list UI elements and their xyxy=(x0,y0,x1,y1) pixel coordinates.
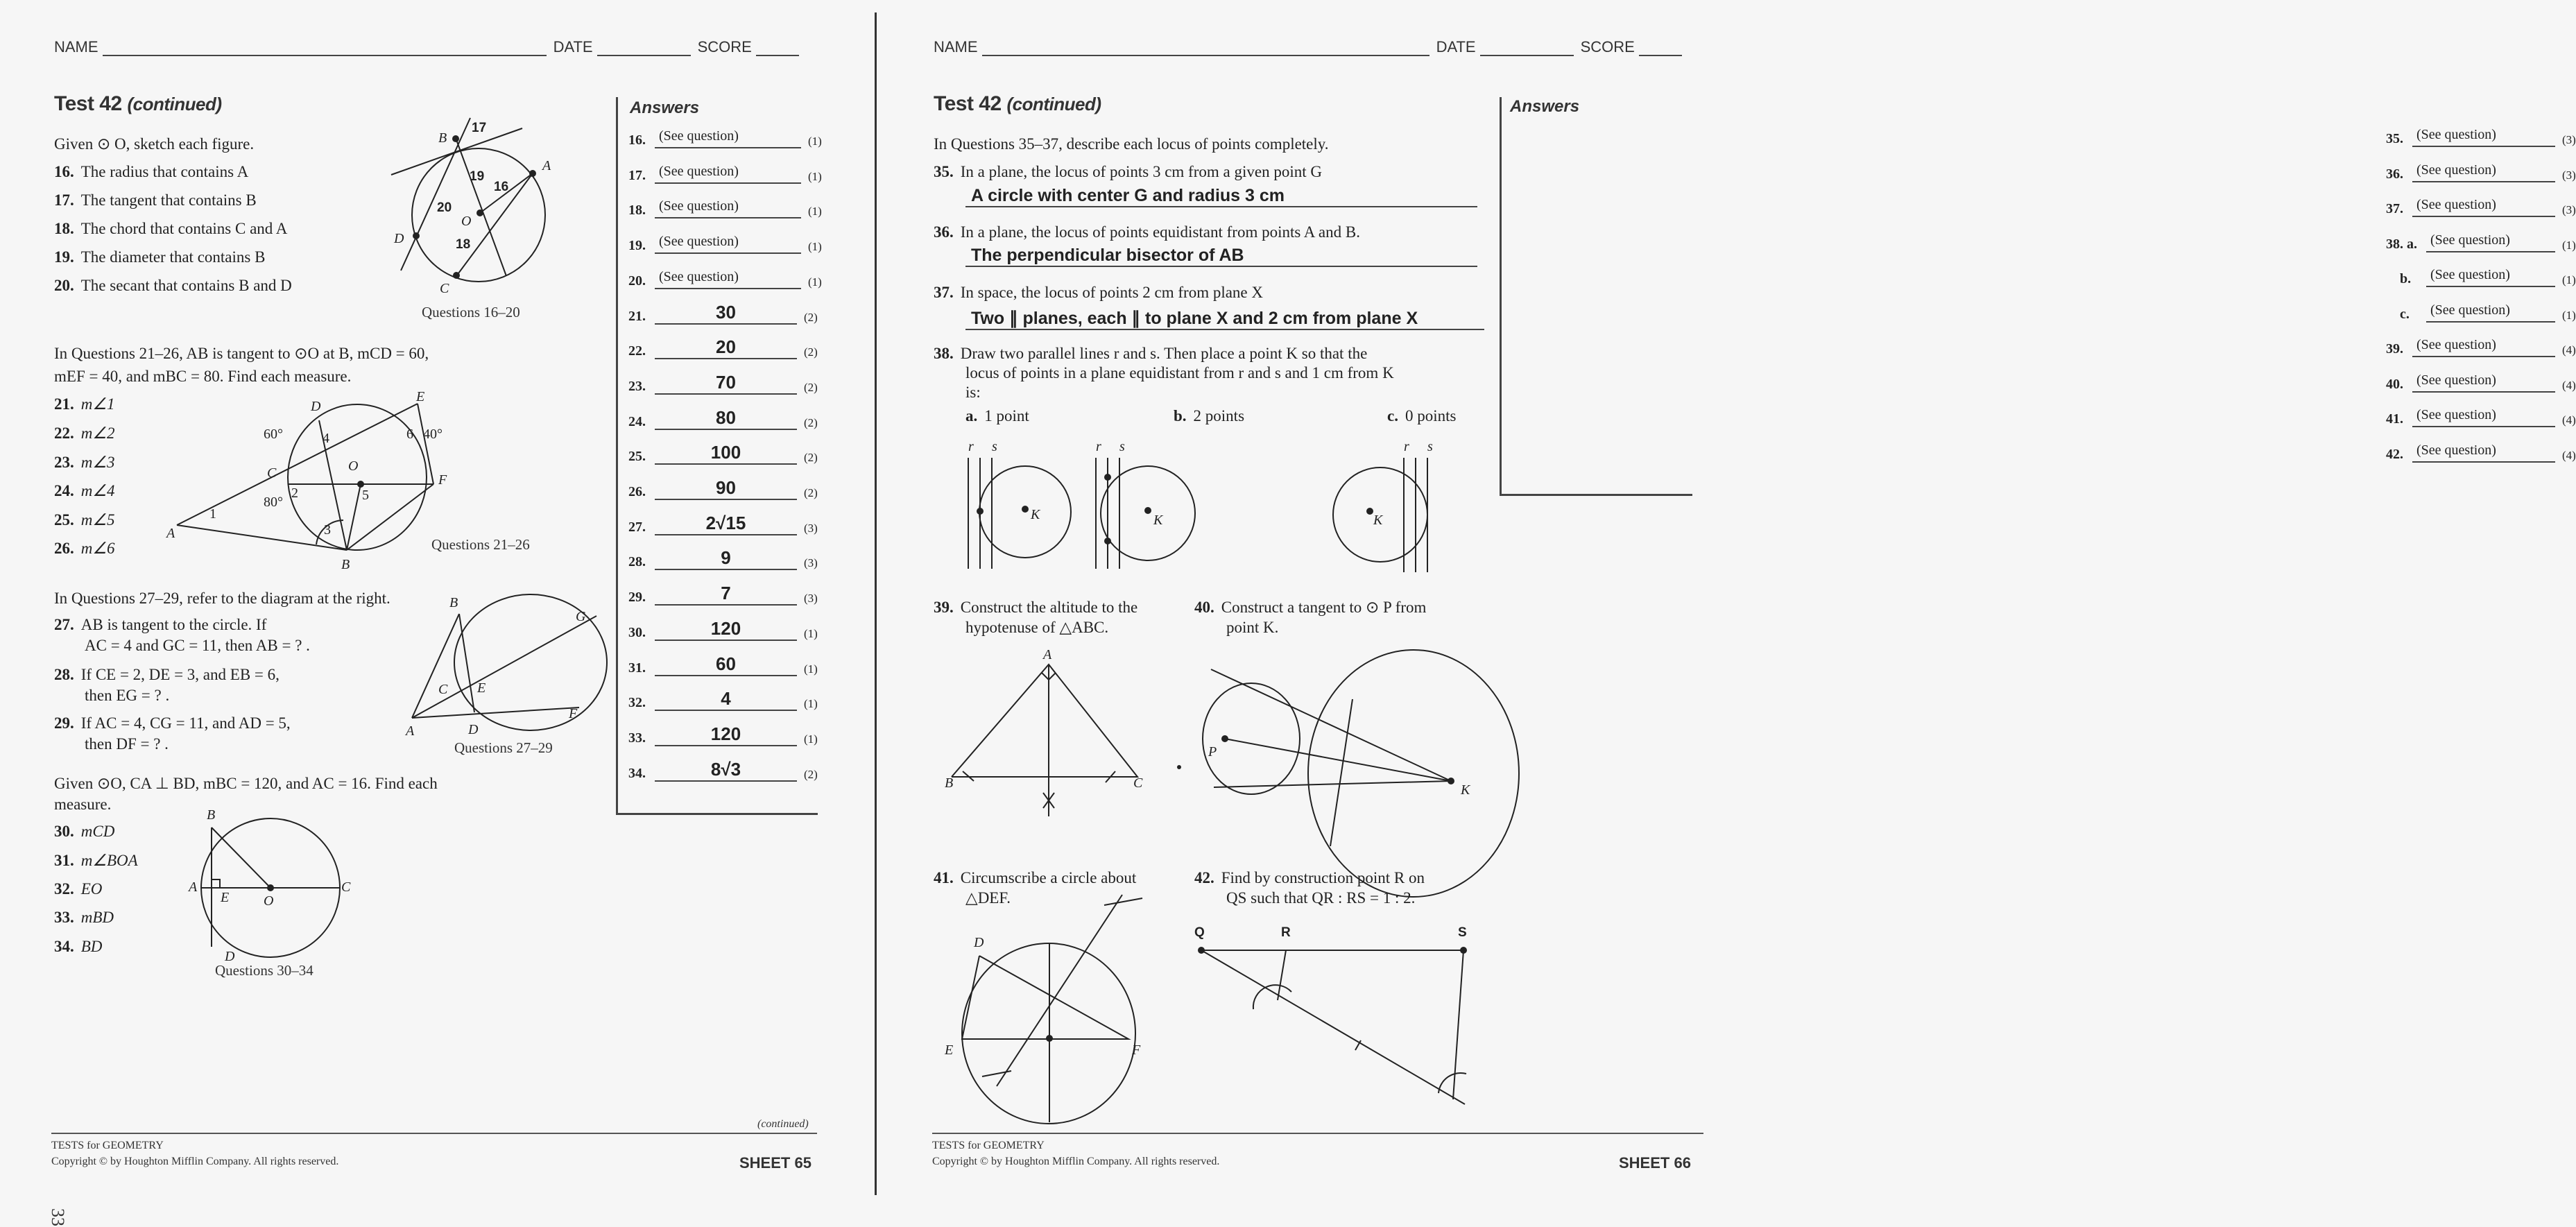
answer-number: 22. xyxy=(628,343,646,359)
figure-question-39 xyxy=(945,647,1180,818)
question-39-line2: hypotenuse of △ABC. xyxy=(965,619,1109,636)
answer-number: 30. xyxy=(628,624,646,640)
intro-21-26-line1: In Questions 21–26, AB is tangent to ⊙O at B, mCD = 60, xyxy=(54,345,429,362)
svg-text:Q: Q xyxy=(1194,925,1205,940)
svg-text:B: B xyxy=(207,807,216,823)
title-suffix: (continued) xyxy=(1006,94,1101,114)
svg-text:G: G xyxy=(576,609,586,624)
svg-text:s: s xyxy=(1427,439,1433,454)
svg-text:2: 2 xyxy=(291,486,298,501)
answer-field[interactable]: 120 xyxy=(655,724,797,746)
name-field[interactable] xyxy=(103,40,547,56)
svg-text:D: D xyxy=(974,935,984,950)
figure-questions-21-26 xyxy=(160,389,451,576)
answer-points: (4) xyxy=(2562,448,2576,462)
figure-questions-27-29 xyxy=(402,593,596,746)
caption-30-34: Questions 30–34 xyxy=(215,962,314,979)
svg-text:r: r xyxy=(1404,439,1409,454)
figure-question-40 xyxy=(1194,652,1486,874)
answer-field[interactable]: 4 xyxy=(655,689,797,711)
svg-text:B: B xyxy=(341,557,350,572)
answer-number: 27. xyxy=(628,519,646,535)
figure-question-42 xyxy=(1194,923,1486,1117)
answer-points: (2) xyxy=(804,345,818,359)
score-label: SCORE xyxy=(1580,38,1635,55)
answer-points: (1) xyxy=(808,275,822,289)
svg-text:r: r xyxy=(1096,439,1101,454)
svg-text:D: D xyxy=(394,231,404,246)
question-38c: c. 0 points xyxy=(1387,407,1457,424)
answer-number: 23. xyxy=(628,378,646,394)
question-27: 27. AB is tangent to the circle. If xyxy=(54,616,267,633)
svg-text:3: 3 xyxy=(324,522,331,538)
answer-row xyxy=(628,689,818,711)
figure-questions-16-20 xyxy=(388,111,569,305)
caption-21-26: Questions 21–26 xyxy=(431,536,530,553)
page-title xyxy=(54,92,222,116)
svg-text:1: 1 xyxy=(209,506,216,522)
answer-row xyxy=(628,302,818,325)
intro-30-34-line2: measure. xyxy=(54,796,112,813)
answer-points: (2) xyxy=(804,415,818,429)
svg-text:80°: 80° xyxy=(264,495,283,510)
question-38-line3: is: xyxy=(965,384,981,401)
svg-text:C: C xyxy=(341,880,351,895)
svg-text:C: C xyxy=(438,682,448,697)
question-22: 22. m∠2 xyxy=(54,424,115,442)
answer-field[interactable]: (See question) xyxy=(655,196,801,218)
answer-number: 24. xyxy=(628,413,646,429)
name-label: NAME xyxy=(934,38,978,55)
svg-text:K: K xyxy=(1153,513,1163,528)
svg-text:B: B xyxy=(449,595,458,610)
answer-field[interactable]: 60 xyxy=(655,654,797,676)
answer-number: 26. xyxy=(628,484,646,499)
answer-number: 38. a. xyxy=(2386,236,2417,252)
caption-27-29: Questions 27–29 xyxy=(454,739,553,756)
answer-row xyxy=(2386,265,2576,287)
question-32: 32. EO xyxy=(54,880,103,898)
svg-text:E: E xyxy=(416,389,425,404)
answer-points: (1) xyxy=(808,135,822,148)
answer-points: (1) xyxy=(804,732,818,746)
footer-rule xyxy=(51,1133,817,1134)
svg-text:4: 4 xyxy=(323,431,329,446)
answer-row xyxy=(2386,230,2576,252)
answer-points: (1) xyxy=(2562,308,2576,322)
answer-points: (3) xyxy=(804,521,818,535)
svg-text:E: E xyxy=(477,680,486,696)
answer-number: 40. xyxy=(2386,376,2403,392)
answer-number: 25. xyxy=(628,449,646,465)
svg-text:F: F xyxy=(1132,1042,1141,1058)
svg-text:B: B xyxy=(945,775,954,791)
figure-question-38 xyxy=(942,437,1497,576)
answer-row xyxy=(628,267,822,289)
name-label: NAME xyxy=(54,38,98,55)
svg-text:C: C xyxy=(1133,775,1143,791)
answer-number: 42. xyxy=(2386,446,2403,462)
answer-field[interactable]: 90 xyxy=(655,478,797,500)
answer-number: 28. xyxy=(628,554,646,570)
answer-field[interactable]: 7 xyxy=(655,583,797,606)
answers-box xyxy=(1500,97,1692,496)
answer-points: (4) xyxy=(2562,343,2576,357)
question-19: 19. The diameter that contains B xyxy=(54,248,266,266)
svg-text:16: 16 xyxy=(494,180,509,194)
svg-text:D: D xyxy=(468,722,479,737)
question-42-line2: QS such that QR : RS = 1 : 2. xyxy=(1226,889,1416,907)
answer-points: (2) xyxy=(804,486,818,499)
margin-page-mark: 33 xyxy=(48,1208,68,1226)
answer-points: (3) xyxy=(2562,133,2576,146)
svg-text:E: E xyxy=(945,1042,954,1058)
question-42: 42. Find by construction point R on xyxy=(1194,869,1425,886)
answer-row xyxy=(628,408,818,430)
answer-field[interactable]: 8√3 xyxy=(655,760,797,782)
name-date-score-header xyxy=(934,38,1689,56)
answer-field[interactable]: 80 xyxy=(655,408,797,430)
answer-row xyxy=(628,760,818,782)
answer-row xyxy=(628,619,818,641)
answer-field[interactable]: 2√15 xyxy=(655,513,797,535)
question-25: 25. m∠5 xyxy=(54,511,115,529)
question-37: 37. In space, the locus of points 2 cm from plane X xyxy=(934,284,1263,301)
answers-title: Answers xyxy=(630,98,700,117)
svg-text:R: R xyxy=(1281,925,1291,940)
answer-points: (3) xyxy=(804,592,818,606)
answer-points: (1) xyxy=(804,662,818,676)
answer-points: (2) xyxy=(804,310,818,324)
answer-points: (1) xyxy=(808,240,822,254)
left-page xyxy=(0,0,875,1227)
intro-35-37: In Questions 35–37, describe each locus of points completely. xyxy=(934,135,1329,153)
score-field[interactable] xyxy=(756,40,799,56)
answer-field[interactable]: (See question) xyxy=(2426,230,2555,252)
answer-row xyxy=(628,478,818,500)
answer-number: c. xyxy=(2400,306,2410,322)
svg-text:A: A xyxy=(1043,647,1052,662)
question-40: 40. Construct a tangent to ⊙ P from xyxy=(1194,599,1427,616)
question-29-line2: then DF = ? . xyxy=(85,735,169,753)
svg-text:s: s xyxy=(992,439,997,454)
question-17: 17. The tangent that contains B xyxy=(54,191,257,209)
answer-row xyxy=(2386,125,2576,147)
svg-text:A: A xyxy=(166,526,175,541)
answer-number: b. xyxy=(2400,271,2412,286)
svg-text:A: A xyxy=(406,723,415,739)
right-page xyxy=(875,0,2576,1227)
answer-points: (3) xyxy=(804,556,818,570)
answer-row xyxy=(628,337,818,359)
answer-row xyxy=(2386,335,2576,357)
answer-row xyxy=(2386,440,2576,463)
answer-points: (2) xyxy=(804,451,818,465)
answer-field[interactable]: (See question) xyxy=(2412,160,2555,182)
question-28-line2: then EG = ? . xyxy=(85,687,170,704)
title-suffix: (continued) xyxy=(127,94,222,114)
intro-27-29: In Questions 27–29, refer to the diagram at the right. xyxy=(54,590,390,607)
svg-text:A: A xyxy=(542,158,551,173)
answer-field[interactable]: (See question) xyxy=(2412,125,2555,147)
answer-row xyxy=(628,583,818,606)
answer-row xyxy=(628,232,822,254)
question-21: 21. m∠1 xyxy=(54,395,115,413)
svg-text:6: 6 xyxy=(406,427,413,442)
answer-field[interactable]: (See question) xyxy=(2412,405,2555,427)
answer-points: (1) xyxy=(804,626,818,640)
figure-question-41 xyxy=(945,902,1194,1124)
answer-number: 39. xyxy=(2386,341,2403,357)
answer-row xyxy=(628,196,822,218)
svg-text:F: F xyxy=(438,472,447,488)
name-date-score-header xyxy=(54,38,806,56)
answer-number: 29. xyxy=(628,590,646,606)
answer-points: (1) xyxy=(2562,273,2576,286)
score-label: SCORE xyxy=(697,38,752,55)
answers-title: Answers xyxy=(1510,97,1580,116)
question-23: 23. m∠3 xyxy=(54,454,115,471)
question-18: 18. The chord that contains C and A xyxy=(54,220,288,237)
answer-field[interactable]: (See question) xyxy=(2412,440,2555,463)
answer-row xyxy=(2386,195,2576,217)
answer-points: (1) xyxy=(2562,238,2576,252)
intro-16-20: Given ⊙ O, sketch each figure. xyxy=(54,135,255,153)
answer-points: (1) xyxy=(808,169,822,183)
svg-text:40°: 40° xyxy=(423,427,443,442)
answer-row xyxy=(2386,370,2576,393)
answer-number: 31. xyxy=(628,660,646,676)
footer-book: TESTS for GEOMETRY xyxy=(51,1140,164,1151)
answer-36: The perpendicular bisector of AB xyxy=(965,246,1477,267)
svg-text:5: 5 xyxy=(362,488,369,503)
answer-number: 41. xyxy=(2386,411,2403,427)
answer-number: 33. xyxy=(628,730,646,746)
answer-field[interactable]: 70 xyxy=(655,372,797,395)
answer-field[interactable]: (See question) xyxy=(655,232,801,254)
answer-number: 20. xyxy=(628,273,646,289)
answer-35: A circle with center G and radius 3 cm xyxy=(965,186,1477,207)
answer-points: (1) xyxy=(808,205,822,218)
question-38: 38. Draw two parallel lines r and s. Then place a point K so that the xyxy=(934,345,1368,362)
question-31: 31. m∠BOA xyxy=(54,852,138,869)
answer-row xyxy=(628,513,818,535)
svg-text:K: K xyxy=(1461,782,1470,798)
intro-21-26-line2: mEF = 40, and mBC = 80. Find each measure. xyxy=(54,368,352,385)
svg-text:D: D xyxy=(225,949,235,964)
footer-rule xyxy=(932,1133,1703,1134)
answer-field[interactable]: (See question) xyxy=(2412,370,2555,393)
sheet-number: SHEET 65 xyxy=(739,1154,812,1172)
answer-37: Two ∥ planes, each ∥ to plane X and 2 cm from plane X xyxy=(965,308,1484,330)
answer-row xyxy=(628,654,818,676)
answer-points: (2) xyxy=(804,380,818,394)
question-27-line2: AC = 4 and GC = 11, then AB = ? . xyxy=(85,637,310,654)
question-29: 29. If AC = 4, CG = 11, and AD = 5, xyxy=(54,714,291,732)
question-20: 20. The secant that contains B and D xyxy=(54,277,292,294)
name-field[interactable] xyxy=(982,40,1429,56)
answer-row xyxy=(2386,300,2576,323)
answer-number: 21. xyxy=(628,308,646,324)
svg-text:S: S xyxy=(1458,925,1467,940)
title-text: Test 42 xyxy=(54,92,122,115)
answer-row xyxy=(628,126,822,148)
question-38b: b. 2 points xyxy=(1174,407,1245,424)
answer-number: 37. xyxy=(2386,201,2403,216)
answer-field[interactable]: (See question) xyxy=(2412,335,2555,357)
question-40-line2: point K. xyxy=(1226,619,1279,636)
title-text: Test 42 xyxy=(934,92,1002,115)
answer-row xyxy=(628,548,818,570)
question-33: 33. mBD xyxy=(54,909,114,926)
answer-row xyxy=(2386,160,2576,182)
question-35: 35. In a plane, the locus of points 3 cm from a given point G xyxy=(934,163,1322,180)
svg-text:C: C xyxy=(267,465,277,481)
question-41-line2: △DEF. xyxy=(965,889,1011,907)
answer-points: (4) xyxy=(2562,413,2576,427)
answer-field[interactable]: 100 xyxy=(655,443,797,465)
answer-row xyxy=(2386,405,2576,427)
answer-field[interactable]: 9 xyxy=(655,548,797,570)
caption-16-20: Questions 16–20 xyxy=(422,304,520,320)
answer-row xyxy=(628,724,818,746)
answer-field[interactable]: 120 xyxy=(655,619,797,641)
question-34: 34. BD xyxy=(54,938,103,955)
svg-text:O: O xyxy=(264,893,274,909)
answer-field[interactable]: 30 xyxy=(655,302,797,325)
answer-number: 16. xyxy=(628,132,646,148)
svg-text:19: 19 xyxy=(470,169,485,184)
question-36: 36. In a plane, the locus of points equidistant from points A and B. xyxy=(934,223,1360,241)
svg-text:D: D xyxy=(311,399,321,414)
answer-row xyxy=(628,162,822,184)
answer-field[interactable]: (See question) xyxy=(655,267,801,289)
question-16: 16. The radius that contains A xyxy=(54,163,249,180)
figure-questions-30-34 xyxy=(187,807,354,968)
answer-points: (4) xyxy=(2562,378,2576,392)
question-41: 41. Circumscribe a circle about xyxy=(934,869,1137,886)
question-39: 39. Construct the altitude to the xyxy=(934,599,1138,616)
answer-number: 36. xyxy=(2386,166,2403,182)
svg-text:17: 17 xyxy=(472,121,487,135)
question-38-line2: locus of points in a plane equidistant from r and s and 1 cm from K xyxy=(965,364,1394,381)
svg-text:K: K xyxy=(1031,507,1040,522)
date-field[interactable] xyxy=(1480,40,1574,56)
svg-text:B: B xyxy=(438,130,447,146)
answer-points: (1) xyxy=(804,697,818,711)
answer-points: (3) xyxy=(2562,168,2576,182)
date-field[interactable] xyxy=(597,40,691,56)
svg-text:C: C xyxy=(440,281,449,296)
svg-text:O: O xyxy=(348,458,359,474)
svg-text:r: r xyxy=(968,439,974,454)
svg-text:A: A xyxy=(189,880,198,895)
svg-text:O: O xyxy=(461,214,472,229)
question-30: 30. mCD xyxy=(54,823,115,840)
svg-text:60°: 60° xyxy=(264,427,283,442)
date-label: DATE xyxy=(1436,38,1476,55)
answer-number: 19. xyxy=(628,238,646,254)
svg-text:s: s xyxy=(1119,439,1125,454)
question-38a: a. 1 point xyxy=(965,407,1029,424)
svg-text:18: 18 xyxy=(456,237,471,252)
answer-field[interactable]: (See question) xyxy=(2412,195,2555,217)
answer-points: (3) xyxy=(2562,203,2576,216)
answer-field[interactable]: 20 xyxy=(655,337,797,359)
answer-number: 34. xyxy=(628,765,646,781)
svg-text:20: 20 xyxy=(437,200,452,215)
svg-text:E: E xyxy=(221,890,230,905)
footer-copyright: Copyright © by Houghton Mifflin Company. All rights reserved. xyxy=(51,1156,339,1167)
answer-field[interactable]: (See question) xyxy=(655,162,801,184)
answer-number: 18. xyxy=(628,203,646,218)
answer-field[interactable]: (See question) xyxy=(2426,300,2555,323)
svg-text:P: P xyxy=(1208,744,1217,760)
answer-number: 32. xyxy=(628,695,646,711)
question-24: 24. m∠4 xyxy=(54,482,115,499)
intro-30-34-line1: Given ⊙O, CA ⊥ BD, mBC = 120, and AC = 16. Find each xyxy=(54,775,438,792)
question-28: 28. If CE = 2, DE = 3, and EB = 6, xyxy=(54,666,280,683)
footer-copyright: Copyright © by Houghton Mifflin Company. All rights reserved. xyxy=(932,1156,1220,1167)
answer-points: (2) xyxy=(804,767,818,781)
answer-number: 35. xyxy=(2386,131,2403,146)
score-field[interactable] xyxy=(1639,40,1682,56)
page-title xyxy=(934,92,1101,116)
answer-field[interactable]: (See question) xyxy=(655,126,801,148)
sheet-number: SHEET 66 xyxy=(1619,1154,1691,1172)
footer-book: TESTS for GEOMETRY xyxy=(932,1140,1045,1151)
question-26: 26. m∠6 xyxy=(54,540,115,557)
answer-row xyxy=(628,372,818,395)
date-label: DATE xyxy=(553,38,593,55)
svg-text:F: F xyxy=(569,706,578,721)
answer-row xyxy=(628,443,818,465)
continued-note: (continued) xyxy=(757,1118,809,1130)
svg-text:K: K xyxy=(1373,513,1383,528)
answer-field[interactable]: (See question) xyxy=(2426,265,2555,287)
answer-number: 17. xyxy=(628,167,646,183)
